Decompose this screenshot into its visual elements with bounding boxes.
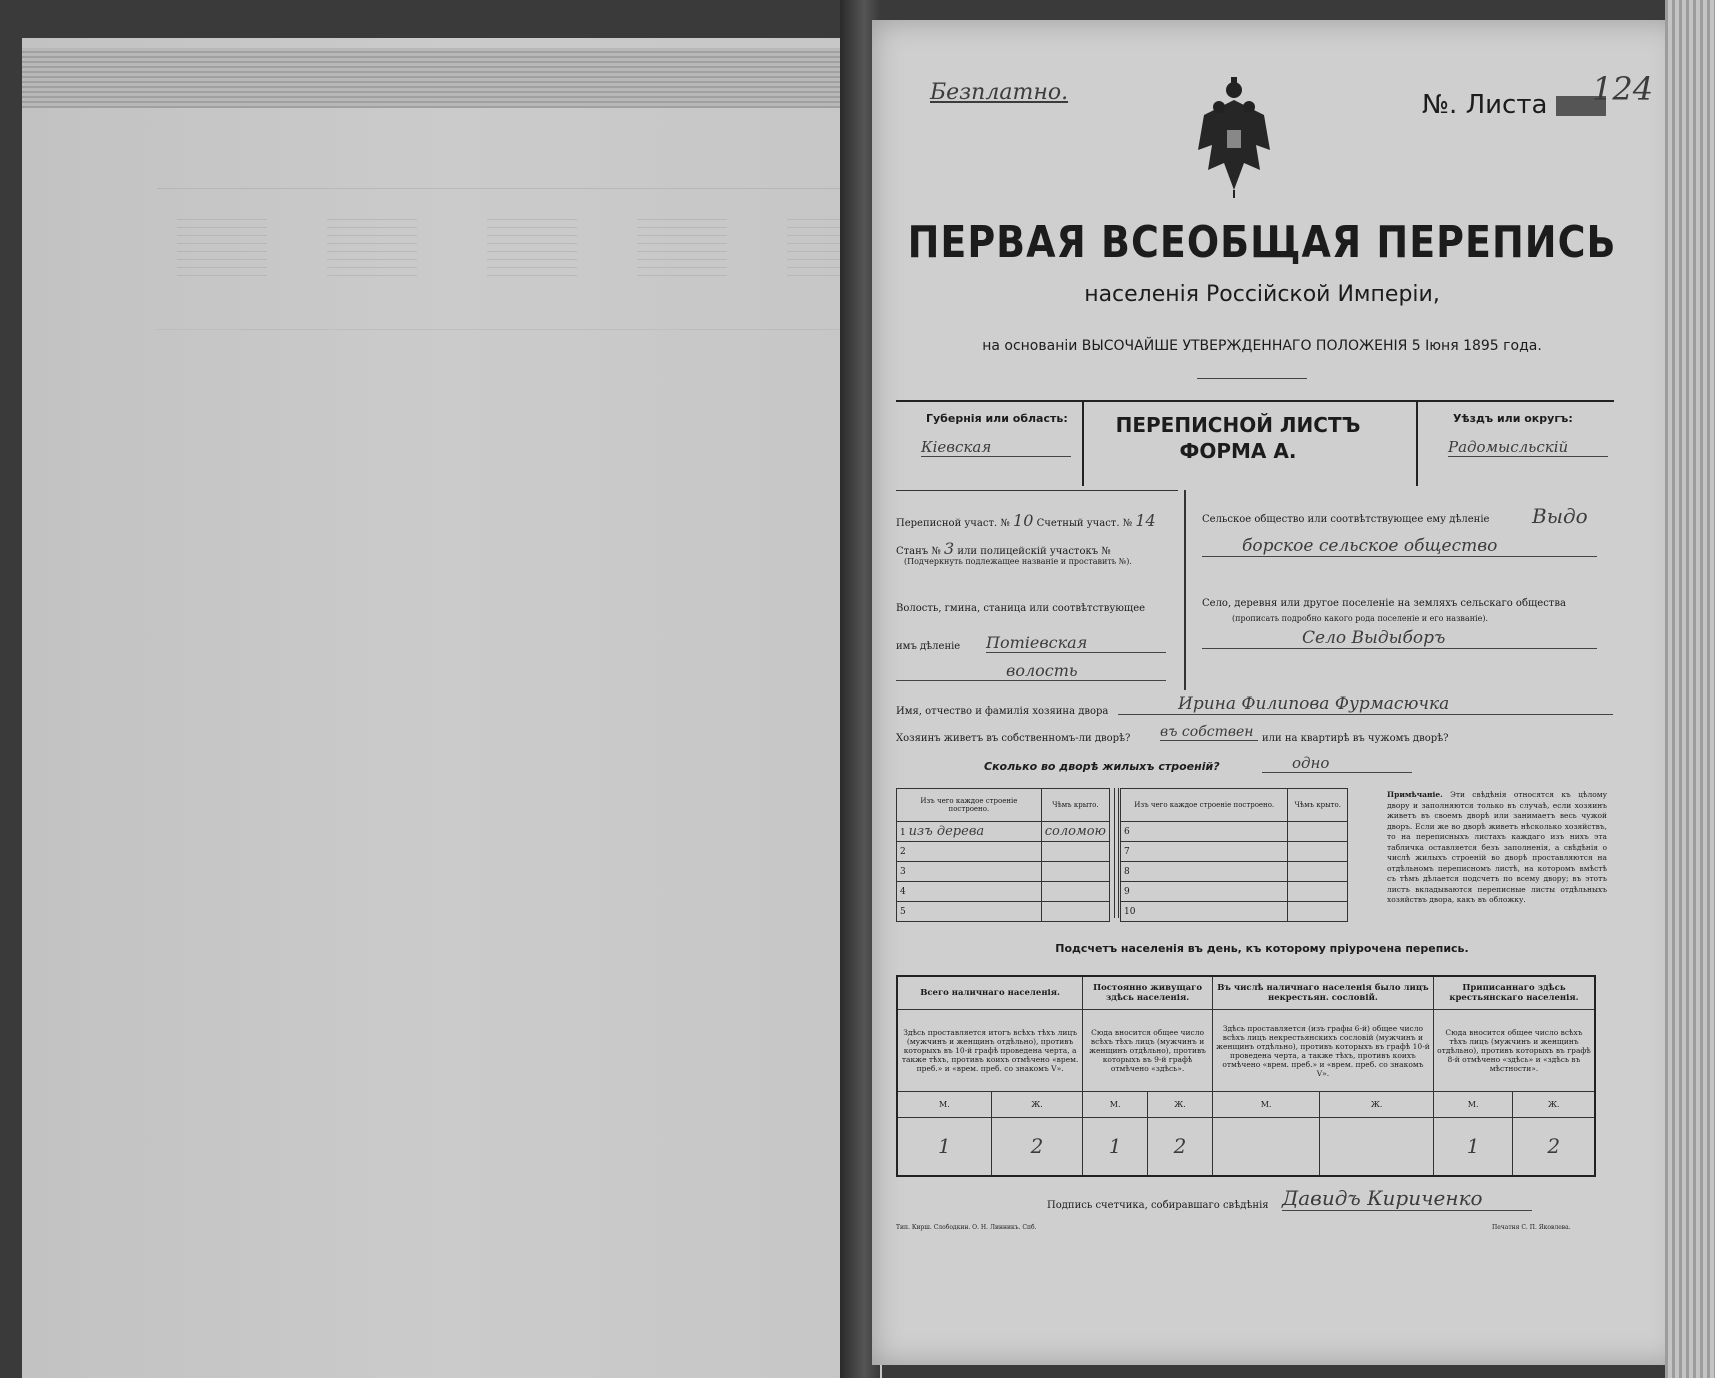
summary-desc-3: Здѣсь проставляется (изъ графы 6-й) общее число всѣхъ лицъ некрестьянскихъ сословій (мужчинъ и женщинъ отдѣльно), противъ которыхъ въ графѣ 10-й проведена черта, а также тѣхъ, противъ коихъ отмѣчено «врем. преб.» и «врем. преб. со знакомъ V». (1212, 1010, 1433, 1092)
summary-head-3: Въ числѣ наличнаго населенія было лицъ некрестьян. сословій. (1212, 976, 1433, 1010)
material-value: изъ дерева (908, 824, 985, 839)
society-value: Выдо (1532, 504, 1588, 528)
table-double-rule (1114, 788, 1119, 918)
printer-right: Печатня С. П. Яковлева. (1492, 1224, 1571, 1231)
buildings-table-left (896, 788, 1110, 922)
free-label: Безплатно. (930, 80, 1069, 105)
owner-name-label: Имя, отчество и фамилія хозяина двора (896, 706, 1109, 717)
volost-label: Волость, гмина, станица или соотвѣтствующее (896, 603, 1146, 614)
summary-title: Подсчетъ населенія въ день, къ которому пріурочена перепись. (1055, 942, 1469, 955)
table-row: 10 (1121, 902, 1348, 922)
page-stack-right-edges (1665, 0, 1715, 1378)
census-section-row (896, 511, 1156, 530)
stan-label: Станъ № (896, 546, 941, 557)
sheet-number-label: №. Листа (1422, 90, 1548, 120)
form-basis: на основаніи ВЫСОЧАЙШЕ УТВЕРЖДЕННАГО ПОЛОЖЕНІЯ 5 Іюня 1895 года. (982, 338, 1542, 354)
census-form-page (872, 20, 1682, 1365)
roof-header: Чѣмъ крыто. (1041, 789, 1109, 822)
volost-value: Потіевская (986, 633, 1166, 653)
volost-value-2: волость (896, 661, 1166, 681)
society-value-2: борское сельское общество (1202, 536, 1597, 557)
district-label: Уѣздъ или округъ: (1453, 412, 1573, 425)
table-row: 6 (1121, 822, 1348, 842)
buildings-table-right: Изъ чего каждое строеніе построено. Чѣмъ крыто. 6 7 8 9 10 (1120, 788, 1348, 922)
census-section-value: 10 (1013, 511, 1034, 530)
village-label: Село, деревня или другое поселеніе на земляхъ сельскаго общества (1202, 598, 1566, 609)
table-row: 2 (897, 842, 1110, 862)
buildings-count-value: одно (1262, 754, 1412, 773)
village-value: Село Выдыборъ (1202, 628, 1597, 649)
table-row: 1 изъ дерева соломою (897, 822, 1110, 842)
table-row: 9 (1121, 882, 1348, 902)
census-section-label: Переписной участ. № (896, 518, 1010, 529)
count-section-label: Счетный участ. № (1036, 518, 1133, 529)
summary-head-2: Постоянно живущаго здѣсь населенія. (1083, 976, 1213, 1010)
form-main-title: ПЕРВАЯ ВСЕОБЩАЯ ПЕРЕПИСЬ (907, 216, 1617, 268)
table-row: 5 (897, 902, 1110, 922)
summary-desc-4: Сюда вносится общее число всѣхъ тѣхъ лицъ (мужчинъ и женщинъ отдѣльно), противъ которыхъ въ графѣ 8-й отмѣчено «здѣсь» и «здѣсь въ мѣстности». (1433, 1010, 1595, 1092)
double-eagle-emblem (1194, 75, 1274, 200)
summary-head-1: Всего наличнаго населенія. (897, 976, 1083, 1010)
district-value: Радомысльскій (1448, 438, 1608, 457)
roof-value: соломою (1041, 822, 1109, 842)
owner-lives-label-2: или на квартирѣ въ чужомъ дворѣ? (1262, 733, 1449, 744)
left-page (22, 38, 882, 1378)
summary-head-4: Приписаннаго здѣсь крестьянскаго населенія. (1433, 976, 1595, 1010)
district-box (1416, 400, 1616, 486)
page-stack-edges (22, 48, 882, 108)
signature-label: Подпись счетчика, собиравшаго свѣдѣнія (1047, 1200, 1269, 1211)
count-section-value: 14 (1135, 511, 1156, 530)
police-label: или полицейскій участокъ № (957, 546, 1111, 557)
summary-values-row: 1 2 1 2 1 2 (897, 1118, 1595, 1176)
material-header: Изъ чего каждое строеніе построено. (897, 789, 1042, 822)
society-label: Сельское общество или соотвѣтствующее ему дѣленіе (1202, 514, 1490, 525)
location-block-right (1202, 490, 1614, 690)
table-row: 7 (1121, 842, 1348, 862)
printer-left: Тип. Кирш. Слободкин. О. Н. Линникъ. Спб. (896, 1224, 1037, 1231)
volost-label-2: имъ дѣленіе (896, 641, 961, 652)
stan-row (896, 539, 1111, 558)
province-value: Кіевская (921, 438, 1071, 457)
table-row: 8 (1121, 862, 1348, 882)
province-label: Губернія или область: (926, 412, 1068, 425)
form-subtitle: населенія Россійской Имперіи, (1084, 282, 1440, 307)
sheet-title: ПЕРЕПИСНОЙ ЛИСТЪ (1115, 413, 1361, 437)
ornament-divider (1197, 378, 1307, 379)
note-title: Примѣчаніе. (1387, 790, 1443, 799)
table-row: 4 (897, 882, 1110, 902)
stan-value: 3 (944, 539, 955, 558)
signature-value: Давидъ Кириченко (1282, 1186, 1532, 1211)
province-box (896, 400, 1084, 486)
owner-lives-label: Хозяинъ живетъ въ собственномъ-ли дворѣ? (896, 733, 1131, 744)
sheet-number-handwritten: 124 (1592, 70, 1654, 108)
stan-note: (Подчеркнуть подлежащее названіе и проставить №). (904, 557, 1132, 566)
note-text: Эти свѣдѣнія относятся къ цѣлому двору и заполняются только въ случаѣ, если хозяинъ живетъ въ своемъ дворѣ или занимаетъ весь чужой дворъ. Если же во дворѣ живетъ нѣсколько хозяйствъ, то на переписныхъ листахъ каждаго изъ нихъ эта табличка оставляется безъ заполненія, а свѣдѣнія о числѣ жилыхъ строеній во дворѣ проставляются на отдѣльномъ переписномъ листѣ, на которомъ вмѣстѣ съ тѣмъ дѣлается подсчетъ по всему двору; въ этотъ листъ вкладываются переписные листы отдѣльныхъ хозяйствъ двора, какъ въ обложку. (1387, 790, 1607, 904)
owner-lives-value: въ собствен (1160, 724, 1258, 741)
buildings-note (1387, 790, 1607, 906)
summary-desc-1: Здѣсь проставляется итогъ всѣхъ тѣхъ лицъ (мужчинъ и женщинъ отдѣльно), противъ которыхъ въ 10-й графѣ проведена черта, а также тѣхъ, противъ коихъ отмѣчено «врем. преб.» и «врем. преб. со знакомъ V». (897, 1010, 1083, 1092)
vertical-divider (1184, 490, 1186, 690)
summary-table: Всего наличнаго населенія. Постоянно живущаго здѣсь населенія. Въ числѣ наличнаго населенія было лицъ некрестьян. сословій. Приписаннаго здѣсь крестьянскаго населенія. Здѣсь проставляется итогъ всѣхъ тѣхъ лицъ (мужчинъ и женщинъ отдѣльно), противъ которыхъ въ 10-й графѣ проведена черта, а также тѣхъ, противъ коихъ отмѣчено «врем. преб.» и «врем. преб. со знакомъ V». Сюда вносится общее число всѣхъ тѣхъ лицъ (мужчинъ и женщинъ отдѣльно), противъ которыхъ въ 9-й графѣ отмѣчено «здѣсь». Здѣсь проставляется (изъ графы 6-й) общее число всѣхъ лицъ некрестьянскихъ сословій (мужчинъ и женщинъ отдѣльно), противъ которыхъ въ графѣ 10-й проведена черта, а также тѣхъ, противъ коихъ отмѣчено «врем. преб.» и «врем. преб. со знакомъ V». Сюда вносится общее число всѣхъ тѣхъ лицъ (мужчинъ и женщинъ отдѣльно), противъ которыхъ въ графѣ 8-й отмѣчено «здѣсь» и «здѣсь въ мѣстности». М. Ж. М. Ж. М. Ж. М. Ж. 1 2 1 2 1 2 (896, 975, 1596, 1177)
buildings-count-label: Сколько во дворѣ жилыхъ строеній? (984, 760, 1220, 773)
table-row: 3 (897, 862, 1110, 882)
location-block-left (896, 490, 1178, 681)
owner-name-value: Ирина Филипова Фурмасючка (1118, 694, 1613, 715)
village-note: (прописать подробно какого рода поселеніе и его названіе). (1232, 614, 1488, 623)
form-name: ФОРМА А. (1179, 439, 1297, 463)
summary-desc-2: Сюда вносится общее число всѣхъ тѣхъ лицъ (мужчинъ и женщинъ отдѣльно), противъ которыхъ въ 9-й графѣ отмѣчено «здѣсь». (1083, 1010, 1213, 1092)
bleed-through-table (157, 188, 897, 330)
